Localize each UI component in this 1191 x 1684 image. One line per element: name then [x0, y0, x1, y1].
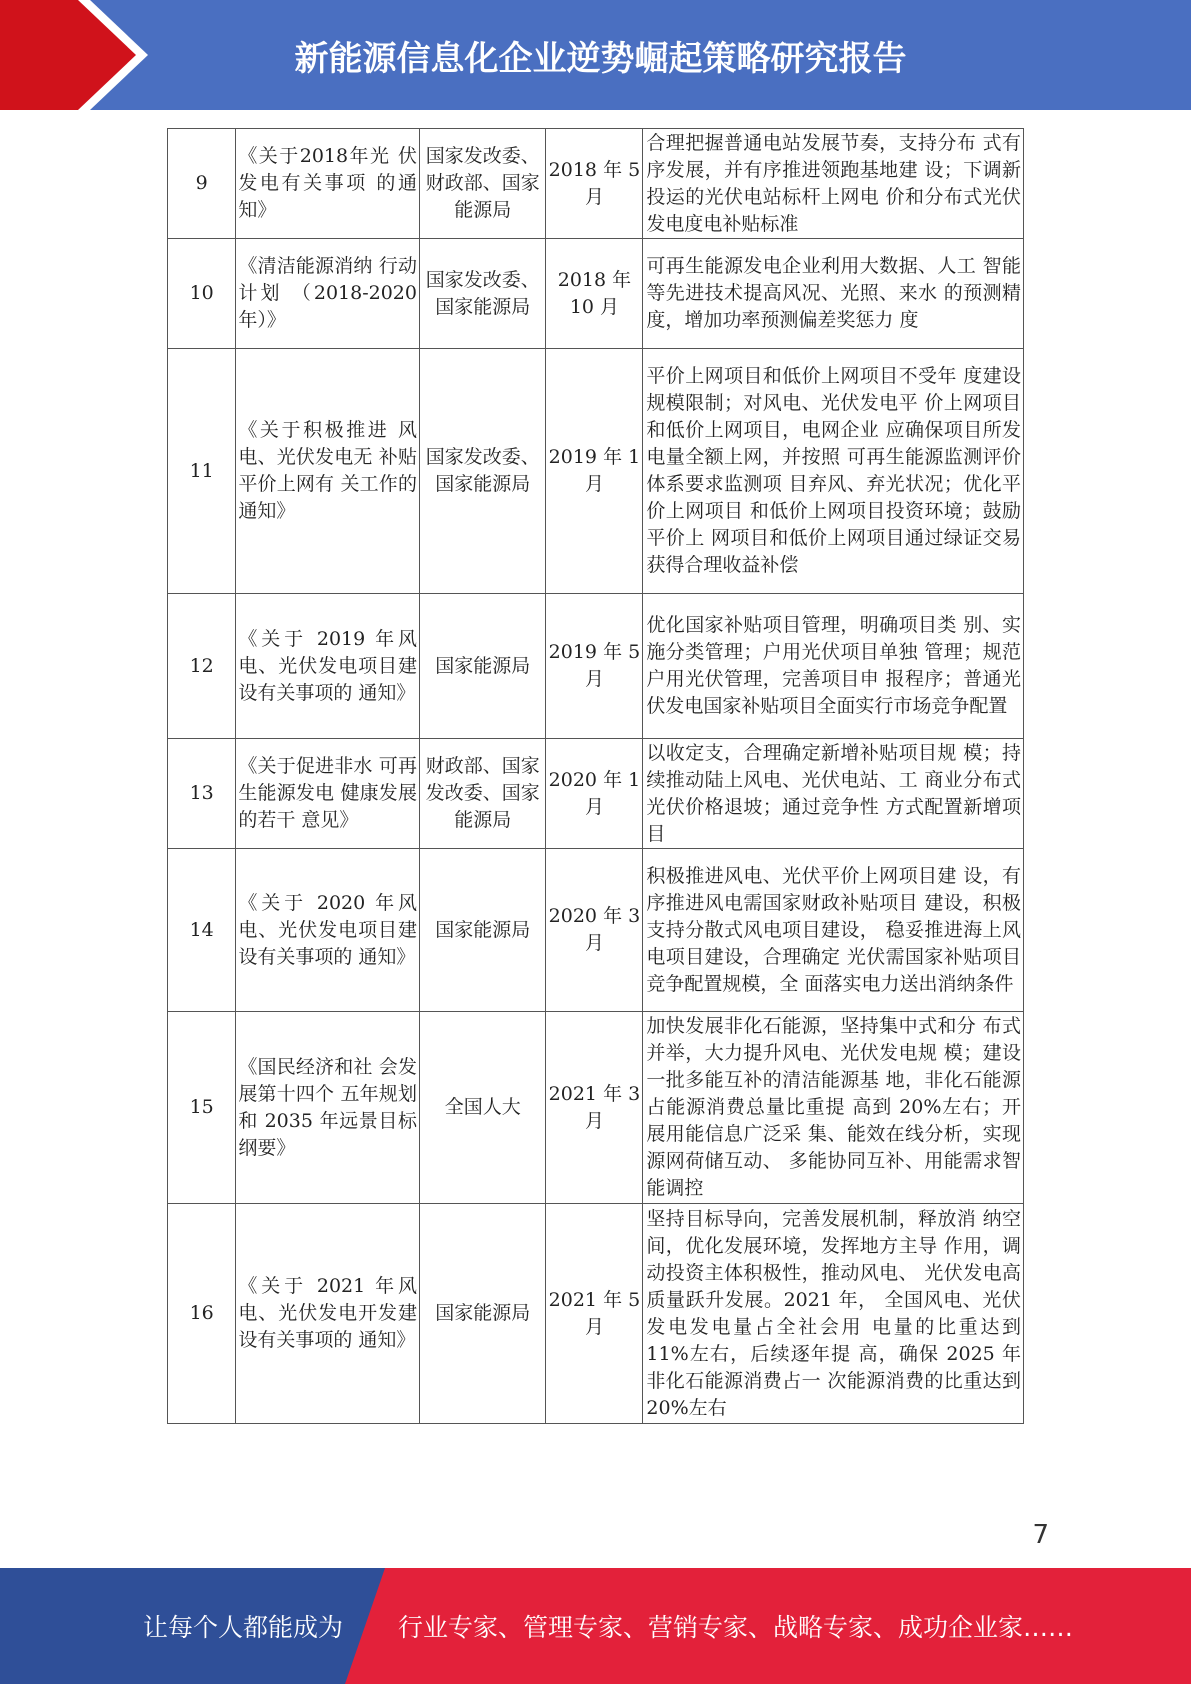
issuing-org: 国家能源局 [419, 594, 546, 739]
table-row [168, 594, 1024, 739]
table-row [168, 239, 1024, 349]
policy-name: 《关于积极推进 风电、光伏发电无 补贴平价上网有 关工作的通知》 [236, 349, 420, 594]
footer-slogan-left: 让每个人都能成为 [143, 1613, 344, 1642]
row-number: 10 [168, 239, 236, 349]
row-number: 14 [168, 849, 236, 1012]
policy-table [167, 128, 1024, 1424]
header-red-chevron [0, 0, 150, 110]
issue-date: 2020 年 3 月 [546, 849, 643, 1012]
issue-date: 2018 年 5 月 [546, 129, 643, 239]
table-row [168, 739, 1024, 849]
policy-name: 《关于 2019 年风电、光伏发电项目建设有关事项的 通知》 [236, 594, 420, 739]
row-number: 13 [168, 739, 236, 849]
policy-content: 可再生能源发电企业利用大数据、人工 智能等先进技术提高风况、光照、来水 的预测精度，增加功率预测偏差奖惩力 度 [643, 239, 1024, 349]
footer-slogan-right: 行业专家、管理专家、营销专家、战略专家、成功企业家…… [398, 1613, 1074, 1642]
page-number: 7 [1032, 1520, 1049, 1550]
row-number: 16 [168, 1204, 236, 1424]
issue-date: 2018 年 10 月 [546, 239, 643, 349]
policy-content: 坚持目标导向，完善发展机制，释放消 纳空间，优化发展环境，发挥地方主导 作用，调动投资主体积极性，推动风电、 光伏发电高质量跃升发展。2021 年， 全国风电、光伏发电发电量占全社会用 电量的比重达到 11%左右，后续逐年提 高，确保 2025 年非化石能源消费占一 次能源消费的比重达到 20%左右 [643, 1204, 1024, 1424]
row-number: 11 [168, 349, 236, 594]
row-number: 12 [168, 594, 236, 739]
table-row [168, 349, 1024, 594]
issue-date: 2019 年 1 月 [546, 349, 643, 594]
policy-content: 平价上网项目和低价上网项目不受年 度建设规模限制；对风电、光伏发电平 价上网项目和低价上网项目，电网企业 应确保项目所发电量全额上网，并按照 可再生能源监测评价体系要求监测项 目弃风、弃光状况；优化平价上网项目 和低价上网项目投资环境；鼓励平价上 网项目和低价上网项目通过绿证交易 获得合理收益补偿 [643, 349, 1024, 594]
issuing-org: 国家发改委、国家能源局 [419, 239, 546, 349]
issuing-org: 国家发改委、财政部、国家能源局 [419, 129, 546, 239]
table-row [168, 129, 1024, 239]
table-row [168, 849, 1024, 1012]
issue-date: 2021 年 3 月 [546, 1012, 643, 1204]
policy-name: 《清洁能源消纳 行动计划 （2018-2020 年）》 [236, 239, 420, 349]
issuing-org: 国家发改委、国家能源局 [419, 349, 546, 594]
issuing-org: 国家能源局 [419, 1204, 546, 1424]
row-number: 15 [168, 1012, 236, 1204]
issue-date: 2021 年 5 月 [546, 1204, 643, 1424]
issue-date: 2019 年 5 月 [546, 594, 643, 739]
policy-content: 优化国家补贴项目管理，明确项目类 别、实施分类管理；户用光伏项目单独 管理；规范户用光伏管理，完善项目申 报程序；普通光伏发电国家补贴项目全面实行市场竞争配置 [643, 594, 1024, 739]
table-row [168, 1204, 1024, 1424]
footer-banner [0, 1568, 1191, 1684]
policy-name: 《关于 2020 年风电、光伏发电项目建设有关事项的 通知》 [236, 849, 420, 1012]
policy-content: 合理把握普通电站发展节奏，支持分布 式有序发展，并有序推进领跑基地建 设；下调新投运的光伏电站标杆上网电 价和分布式光伏发电度电补贴标准 [643, 129, 1024, 239]
row-number: 9 [168, 129, 236, 239]
issuing-org: 国家能源局 [419, 849, 546, 1012]
policy-name: 《关于 2021 年风电、光伏发电开发建设有关事项的 通知》 [236, 1204, 420, 1424]
policy-content: 积极推进风电、光伏平价上网项目建 设，有序推进风电需国家财政补贴项目 建设，积极支持分散式风电项目建设， 稳妥推进海上风电项目建设，合理确定 光伏需国家补贴项目竞争配置规模，全 面落实电力送出消纳条件 [643, 849, 1024, 1012]
issue-date: 2020 年 1 月 [546, 739, 643, 849]
issuing-org: 财政部、国家发改委、国家能源局 [419, 739, 546, 849]
policy-name: 《关于促进非水 可再生能源发电 健康发展的若干 意见》 [236, 739, 420, 849]
issuing-org: 全国人大 [419, 1012, 546, 1204]
table-row [168, 1012, 1024, 1204]
report-title: 新能源信息化企业逆势崛起策略研究报告 [294, 38, 907, 79]
header-bar [0, 0, 1191, 110]
policy-content: 以收定支，合理确定新增补贴项目规 模；持续推动陆上风电、光伏电站、工 商业分布式光伏价格退坡；通过竞争性 方式配置新增项目 [643, 739, 1024, 849]
policy-name: 《关于2018年光 伏发电有关事项 的通知》 [236, 129, 420, 239]
policy-name: 《国民经济和社 会发展第十四个 五年规划和 2035 年远景目标纲要》 [236, 1012, 420, 1204]
policy-content: 加快发展非化石能源，坚持集中式和分 布式并举，大力提升风电、光伏发电规 模；建设一批多能互补的清洁能源基 地，非化石能源占能源消费总量比重提 高到 20%左右；开展用能信息广泛采 集、能效在线分析，实现源网荷储互动、 多能协同互补、用能需求智能调控 [643, 1012, 1024, 1204]
